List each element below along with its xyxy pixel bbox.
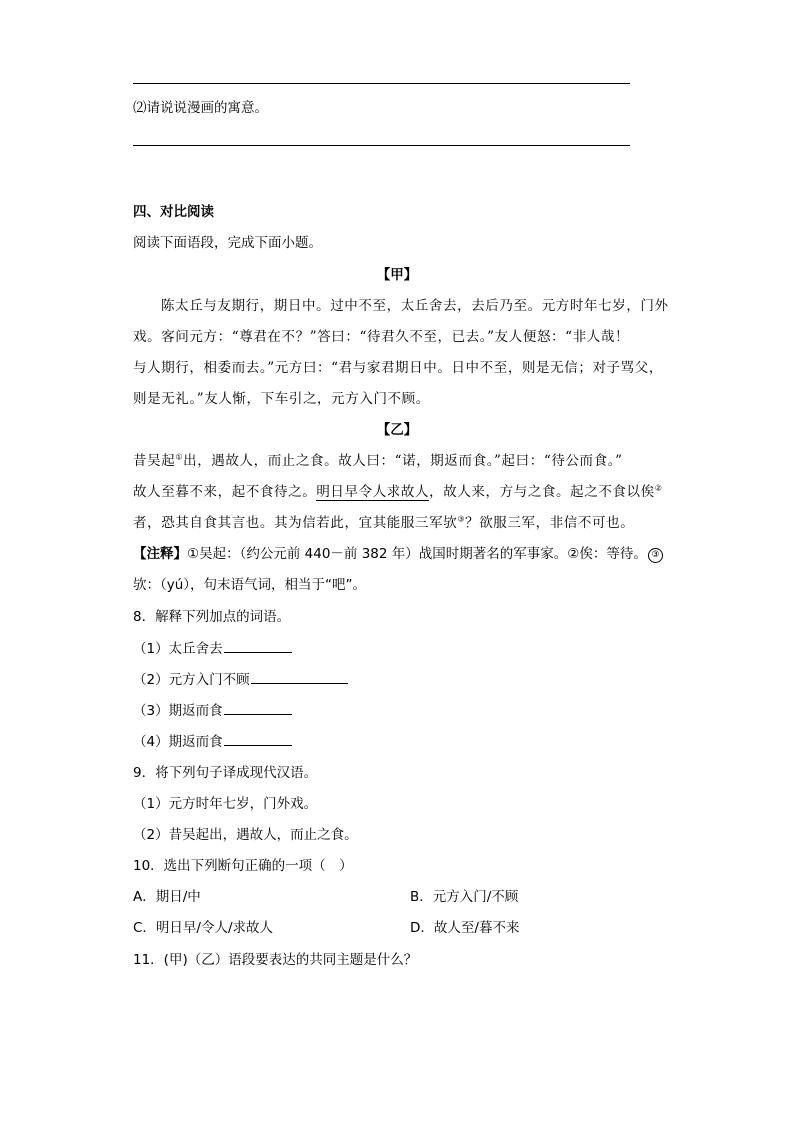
question-8-item: （2）元方入门不顾 <box>133 670 348 689</box>
option-a[interactable]: A．期日/中 <box>133 889 201 905</box>
option-c[interactable]: C．明日早/令人/求故人 <box>133 920 274 936</box>
passage-jia-line: 与人期行，相委而去。”元方曰：“君与家君期日中。日中不至，则是无信；对子骂父， <box>133 360 663 376</box>
annotation-note: 欤：（yú），句末语气词，相当于“吧”。 <box>133 577 367 593</box>
option-b[interactable]: B．元方入门/不顾 <box>410 889 519 905</box>
option-d[interactable]: D．故人至/暮不来 <box>410 920 520 936</box>
question-8-item: （3）期返而食 <box>133 701 292 720</box>
question-9-item: （1）元方时年七岁，门外戏。 <box>133 796 318 812</box>
answer-line <box>133 145 630 146</box>
question-8-prompt: 8．解释下列加点的词语。 <box>133 609 291 625</box>
section-instruction: 阅读下面语段，完成下面小题。 <box>133 235 322 251</box>
passage-yi-label: 【乙】 <box>376 422 418 438</box>
passage-jia-line: 陈太丘与友期行，期日中。过中不至，太丘舍去，去后乃至。元方时年七岁，门外 <box>161 298 669 314</box>
passage-jia-line: 则是无礼。”友人惭，下车引之，元方入门不顾。 <box>133 391 430 407</box>
annotation-note: 【注释】①吴起：（约公元前 440－前 382 年）战国时期著名的军事家。②俟：等待。 ③ <box>133 545 664 563</box>
answer-line <box>133 83 630 84</box>
passage-yi-line: 者，恐其自食其言也。其为信若此，宜其能服三军欤③？欲服三军，非信不可也。 <box>133 514 635 531</box>
question-10-prompt: 10．选出下列断句正确的一项（ ） <box>133 858 353 874</box>
passage-jia-label: 【甲】 <box>376 267 418 283</box>
fill-in-blank[interactable] <box>224 732 292 746</box>
fill-in-blank[interactable] <box>224 639 292 653</box>
question-8-item: （4）期返而食 <box>133 732 292 751</box>
passage-jia-line: 戏。客问元方：“尊君在不？”答曰：“待君久不至，已去。”友人便怒：“非人哉！ <box>133 329 630 345</box>
passage-yi-line: 故人至暮不来，起不食待之。明日早令人求故人，故人来，方与之食。起之不食以俟② <box>133 483 663 500</box>
question-2-prompt: ⑵请说说漫画的寓意。 <box>133 100 268 116</box>
fill-in-blank[interactable] <box>224 701 292 715</box>
passage-yi-line: 昔吴起①出，遇故人，而止之食。故人曰：“诺，期返而食。”起曰：“待公而食。” <box>133 452 623 469</box>
underlined-sentence: 明日早令人求故人 <box>316 484 430 500</box>
question-11-prompt: 11．(甲)（乙）语段要表达的共同主题是什么？ <box>133 952 418 968</box>
fill-in-blank[interactable] <box>251 670 348 684</box>
question-9-item: （2）昔吴起出，遇故人，而止之食。 <box>133 827 358 843</box>
question-9-prompt: 9．将下列句子译成现代汉语。 <box>133 765 318 781</box>
question-8-item: （1）太丘舍去 <box>133 639 292 658</box>
note-3-marker: ③ <box>648 548 663 563</box>
section-heading: 四、对比阅读 <box>133 204 214 220</box>
